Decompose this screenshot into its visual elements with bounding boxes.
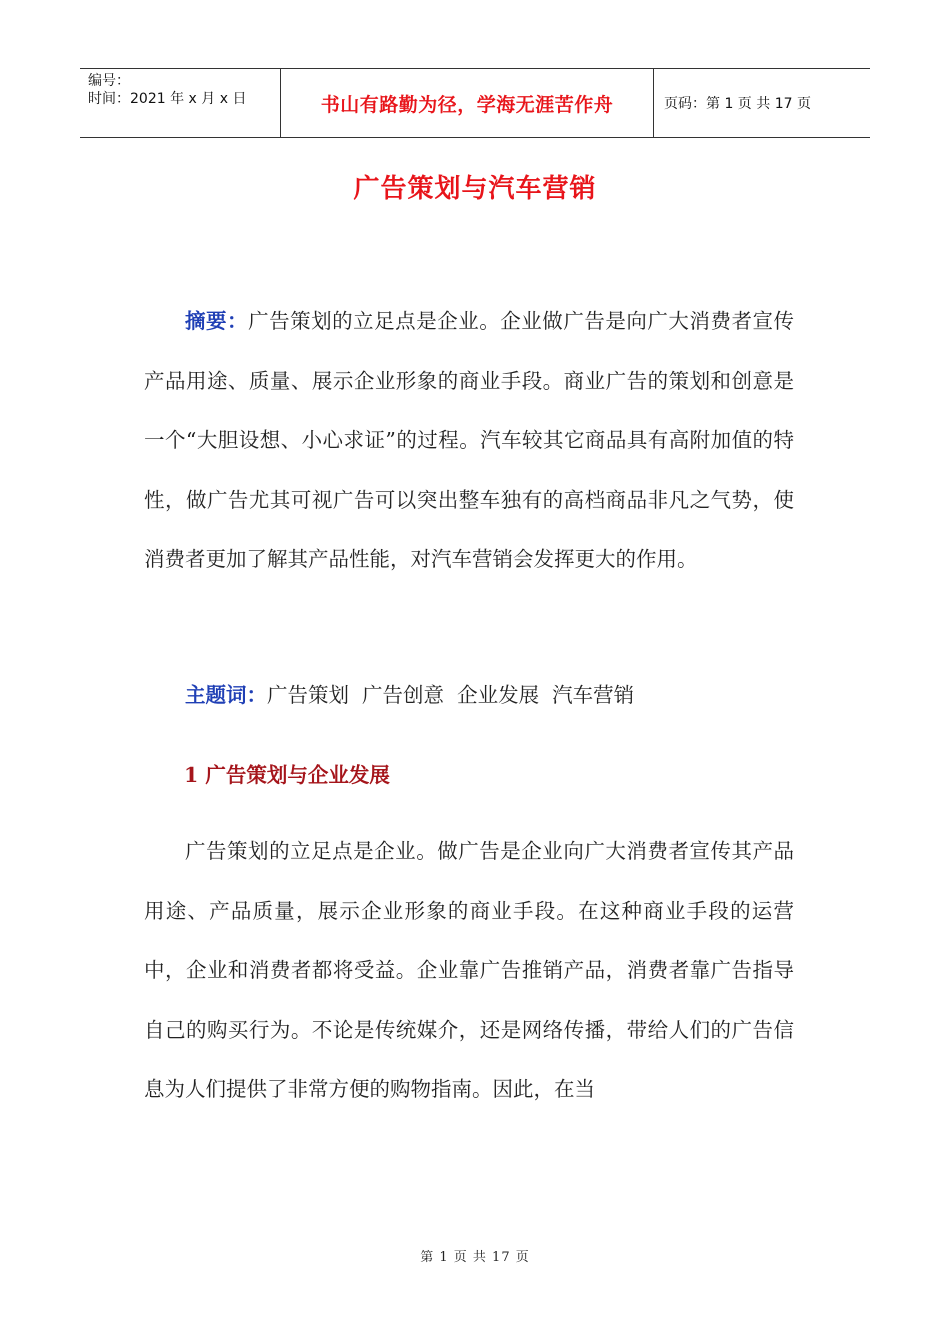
- header-page-info: 页码：第 1 页 共 17 页: [664, 96, 811, 112]
- section-1-heading: 1 广告策划与企业发展: [184, 763, 390, 787]
- serial-number-label: 编号：: [88, 73, 130, 89]
- section-1-paragraph: 广告策划的立足点是企业。做广告是企业向广大消费者宣传其产品用途、产品质量，展示企业形象的商业手段。在这种商业手段的运营中，企业和消费者都将受益。企业靠广告推销产品，消费者靠广告指导自己的购买行为。不论是传统媒介，还是网络传播，带给人们的广告信息为人们提供了非常方便的购物指南。因此，在当: [144, 839, 794, 1101]
- date-label: 时间：2021 年 x 月 x 日: [88, 91, 247, 107]
- header-meta-cell: [80, 69, 281, 137]
- header-motto: 书山有路勤为径，学海无涯苦作舟: [281, 69, 654, 137]
- abstract-label: 摘要：: [185, 309, 249, 333]
- header-table: [80, 68, 870, 138]
- document-title: 广告策划与汽车营销: [353, 174, 597, 204]
- keywords-paragraph: [144, 666, 794, 726]
- page-footer: 第 1 页 共 17 页: [420, 1250, 530, 1265]
- abstract-paragraph: [144, 292, 794, 590]
- keywords-text: 广告策划 广告创意 企业发展 汽车营销: [267, 683, 635, 707]
- keywords-label: 主题词：: [185, 683, 267, 707]
- abstract-text: 广告策划的立足点是企业。企业做广告是向广大消费者宣传产品用途、质量、展示企业形象的商业手段。商业广告的策划和创意是一个“大胆设想、小心求证”的过程。汽车较其它商品具有高附加值的特性，做广告尤其可视广告可以突出整车独有的高档商品非凡之气势，使消费者更加了解其产品性能，对汽车营销会发挥更大的作用。: [144, 309, 795, 571]
